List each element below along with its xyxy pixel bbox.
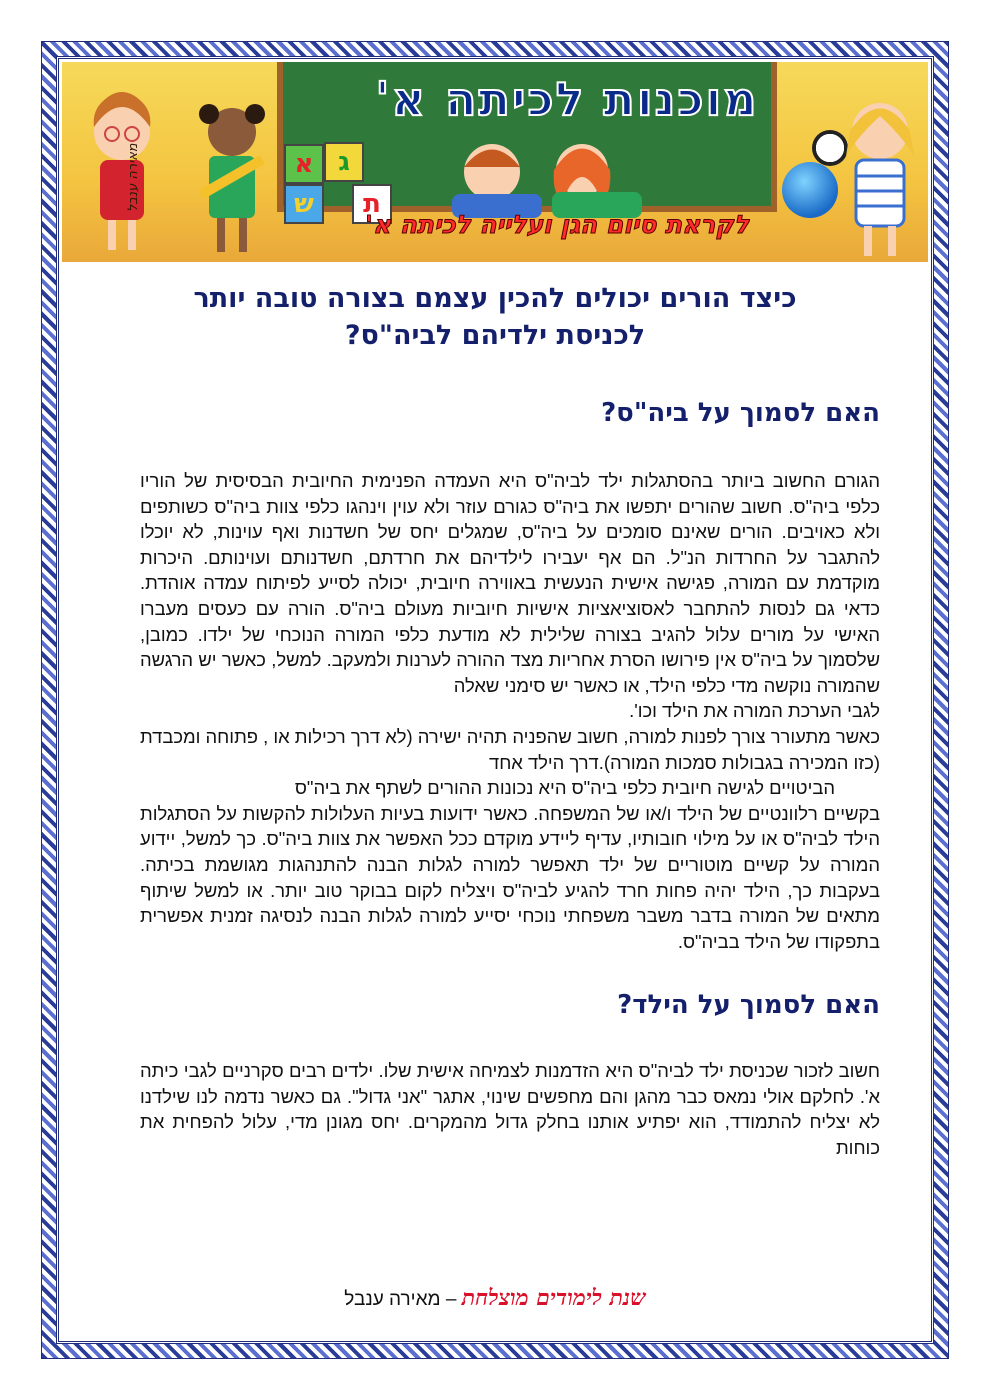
kid-illustration-left [72,82,172,262]
section1-paragraph: כאשר מתעורר צורך לפנות למורה, חשוב שהפניה תהיה ישירה (לא דרך רכילות או , פתוחה ומכבדת (כזו המכירה בגבולות סמכות המורה).דרך הילד אחד [140,725,880,773]
signature-dash: – [440,1289,462,1310]
section1-body [80,468,910,954]
section2-title: האם לסמוך על הילד? [617,990,880,1021]
banner-title: מוכנות לכיתה א' [375,72,759,126]
illustration-credit: מאירה ענבל [126,143,141,212]
signature [0,1285,990,1311]
main-title-line2: לכניסת ילדיהם לביה"ס? [344,320,646,351]
letter-block: א [284,144,324,184]
section1-title: האם לסמוך על ביה"ס? [601,398,880,428]
letter-block: ג [324,142,364,182]
main-title-line1: כיצד הורים יכולים להכין עצמם בצורה טובה יותר [193,283,797,314]
signature-author: מאירה ענבל [344,1289,441,1310]
header-banner [62,62,928,262]
kid-illustration-pencil [187,92,277,262]
letter-block: ש [284,184,324,224]
section2-body [80,1058,910,1160]
section1-paragraph: הביטויים לגישה חיובית כלפי ביה"ס היא נכונות ההורים לשתף את ביה"ס [294,777,835,799]
section1-paragraph: בקשיים רלוונטיים של הילד ו/או של המשפחה. כאשר ידועות בעיות העלולות להקשות על הסתגלות הילד לביה"ס או על מילוי חובותיו, עדיף ליידע מוקדם ככל האפשר את צוות ביה"ס. כך למשל, יידוע המורה על קשיים מוטוריים של ילד תאפשר למורה לגלות הבנה להתנהגות מגושמת בכיתה. בעקבות כך, הילד יהיה פחות חרד להגיע לביה"ס ויצליח לקום בבוקר טוב יותר. או למשל שיתוף מתאים של המורה בדבר משבר משפחתי נוכחי יסייע למורה לגלות הבנה לנסיגה זמנית אפשרית בתפקודו של הילד בביה"ס. [140,802,880,952]
section1-paragraph: הגורם החשוב ביותר בהסתגלות ילד לביה"ס היא העמדה הפנימית החיובית הבסיסית של הוריו כלפי ביה"ס. חשוב שהורים יתפשו את ביה"ס כגורם עוזר ולא עוין וינהגו כלפי צוות ביה"ס כשותפים ולא כאויבים. הורים שאינם סומכים על ביה"ס, שמגלים יחס של חשדנות ואף עוינות, לא יוכלו להתגבר על החרדות הנ"ל. הם אף יעבירו לילדיהם את חרדתם, חשדנותם ועוינותם. היכרות מוקדמת עם המורה, פגישה אישית הנעשית באווירה חיובית, יכולה לסייע לפיתוח עמדה אוהדת. כדאי גם לנסות להתחבר לאסוציאציות אישיות חיוביות מעולם ביה"ס. הורה עם כעסים מעברו האישי על מורים עלול להגיב בצורה שלילית לא מודעת כלפי המורה הנוכחי של ילדו. כמובן, שלסמוך על ביה"ס אין פירושו הסרת אחריות מצד ההורה לערנות ולמעקב. למשל, כאשר יש הרגשה שהמורה נוקשה מדי כלפי הילד, או כאשר יש סימני שאלה [140,470,880,696]
section1-paragraph: לגבי הערכת המורה את הילד וכו'. [629,700,880,722]
article [80,270,910,1161]
banner-subtitle: לקראת סיום הגן ועלייה לכיתה א' [365,210,749,239]
kids-reading-illustration [412,132,672,222]
letter-block: ת [352,184,392,224]
main-title [80,270,910,354]
signature-slogan: שנת לימודים מוצלחת [461,1285,646,1311]
kid-illustration-right [832,76,928,262]
section2-paragraph: חשוב לזכור שכניסת ילד לביה"ס היא הזדמנות לצמיחה אישית שלו. ילדים רבים סקרניים לגבי כיתה א'. לחלקם אולי נמאס כבר מהגן והם מחפשים שינוי, אתגר "אני גדול". גם כאשר נדמה לנו שילדנו לא יצליח להתמודד, הוא יפתיע אותנו בחלק גדול מהמקרים. יחס מגונן מדי, עלול להפחית את כוחות [140,1060,880,1159]
